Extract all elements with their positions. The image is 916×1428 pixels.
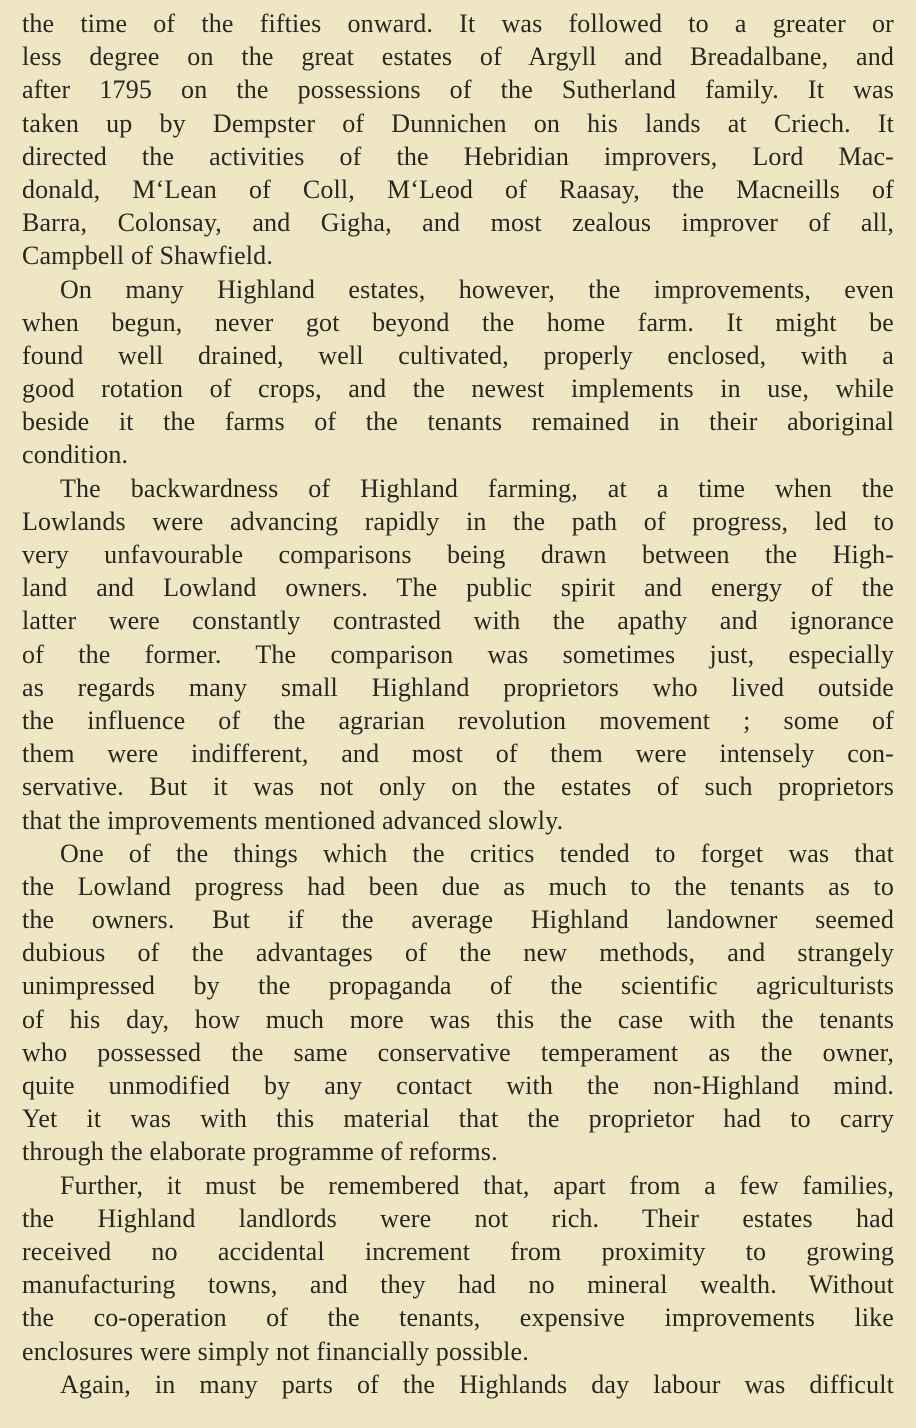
text-line: Lowlands were advancing rapidly in the path of progress, led to xyxy=(22,506,894,536)
text-line: of the former. The comparison was sometimes just, especially xyxy=(22,639,894,669)
text-line: beside it the farms of the tenants remained in their aboriginal xyxy=(22,407,894,437)
text-line: directed the activities of the Hebridian improvers, Lord Mac- xyxy=(22,141,894,171)
text-line: of his day, how much more was this the case with the tenants xyxy=(22,1004,894,1034)
text-line: less degree on the great estates of Argyll and Breadalbane, and xyxy=(22,42,894,72)
paragraph-1 xyxy=(22,7,894,273)
text-line: them were indifferent, and most of them were intensely con- xyxy=(22,739,894,769)
text-line: received no accidental increment from proximity to growing xyxy=(22,1236,894,1266)
text-line: through the elaborate programme of reforms. xyxy=(22,1137,498,1167)
text-line: very unfavourable comparisons being drawn between the High- xyxy=(22,540,894,569)
text-line: dubious of the advantages of the new methods, and strangely xyxy=(22,938,894,968)
text-line: the time of the fifties onward. It was followed to a greater or xyxy=(22,9,894,38)
paragraph-3 xyxy=(22,472,894,837)
text-line: donald, M‘Lean of Coll, M‘Leod of Raasay, the Macneills of xyxy=(22,174,894,204)
text-line: as regards many small Highland proprietors who lived outside xyxy=(22,672,894,702)
text-line: Barra, Colonsay, and Gigha, and most zealous improver of all, xyxy=(22,208,894,238)
paragraph-4 xyxy=(22,837,894,1169)
paragraph-5 xyxy=(22,1169,894,1368)
text-line: that the improvements mentioned advanced slowly. xyxy=(22,805,564,835)
text-line: One of the things which the critics tended to forget was that xyxy=(60,838,894,868)
text-line: Yet it was with this material that the proprietor had to carry xyxy=(22,1104,894,1134)
text-line: the Lowland progress had been due as much to the tenants as to xyxy=(22,871,894,901)
text-line: On many Highland estates, however, the improvements, even xyxy=(60,274,894,304)
text-line: when begun, never got beyond the home farm. It might be xyxy=(22,307,894,337)
text-line: the owners. But if the average Highland landowner seemed xyxy=(22,905,894,935)
text-line: who possessed the same conservative temperament as the owner, xyxy=(22,1037,894,1067)
text-line: after 1795 on the possessions of the Sutherland family. It was xyxy=(22,75,894,105)
text-line: manufacturing towns, and they had no mineral wealth. Without xyxy=(22,1270,894,1300)
text-line: found well drained, well cultivated, properly enclosed, with a xyxy=(22,340,894,370)
text-line: condition. xyxy=(22,440,129,470)
paragraph-2 xyxy=(22,273,894,472)
text-line: taken up by Dempster of Dunnichen on his lands at Criech. It xyxy=(22,108,894,138)
text-line: The backwardness of Highland farming, at a time when the xyxy=(60,473,894,503)
text-line: land and Lowland owners. The public spirit and energy of the xyxy=(22,573,894,603)
paragraph-6 xyxy=(22,1368,894,1401)
text-line: quite unmodified by any contact with the non-Highland mind. xyxy=(22,1071,894,1100)
text-line: good rotation of crops, and the newest implements in use, while xyxy=(22,374,894,404)
text-line: Again, in many parts of the Highlands day labour was difficult xyxy=(60,1369,894,1399)
text-line: latter were constantly contrasted with the apathy and ignorance xyxy=(22,606,894,636)
text-line: the co-operation of the tenants, expensive improvements like xyxy=(22,1303,894,1333)
text-line: servative. But it was not only on the estates of such proprietors xyxy=(22,772,894,802)
text-line: enclosures were simply not financially possible. xyxy=(22,1336,529,1366)
text-line: Further, it must be remembered that, apart from a few families, xyxy=(60,1170,894,1200)
body-text xyxy=(22,7,894,1401)
text-line: unimpressed by the propaganda of the scientific agriculturists xyxy=(22,971,894,1001)
text-line: Campbell of Shawfield. xyxy=(22,241,273,271)
text-line: the Highland landlords were not rich. Their estates had xyxy=(22,1203,894,1233)
text-line: the influence of the agrarian revolution movement ; some of xyxy=(22,705,894,735)
